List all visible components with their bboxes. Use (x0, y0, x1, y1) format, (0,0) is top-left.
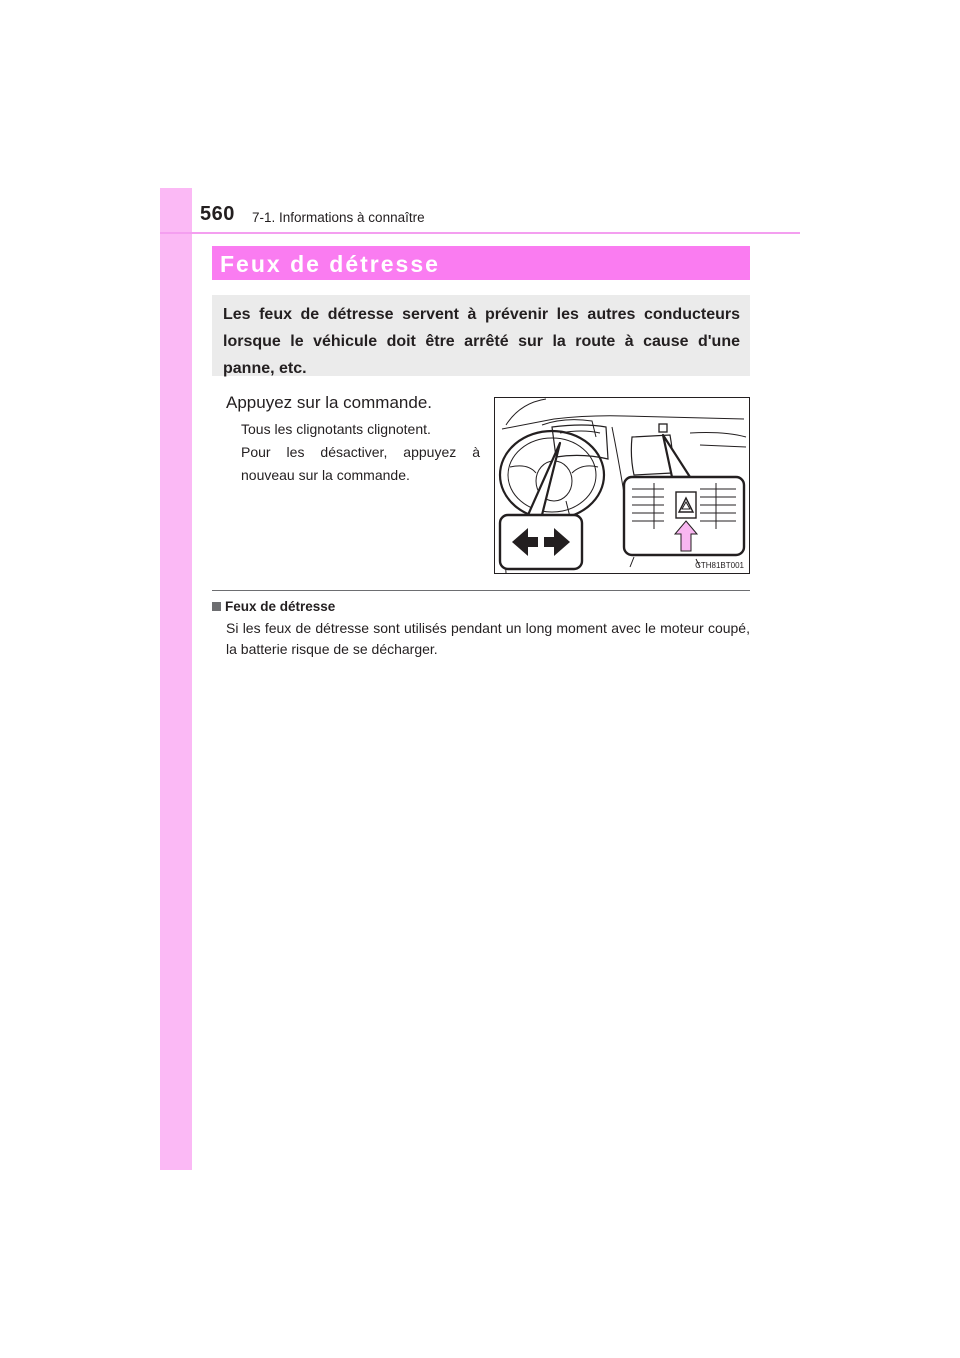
note-text: Si les feux de détresse sont utilisés pendant un long moment avec le moteur coupé, la batterie risque de se décharger. (226, 620, 750, 657)
step-detail: Pour les désactiver, appuyez à nouveau sur la commande. (241, 444, 480, 483)
note-heading-label: Feux de détresse (225, 599, 336, 614)
square-bullet-icon (212, 602, 221, 611)
side-strip (160, 188, 192, 1170)
page-number: 560 (200, 203, 235, 225)
step-details (241, 418, 480, 487)
hazard-switch-illustration (494, 397, 750, 574)
intro-box: Les feux de détresse servent à prévenir les autres conducteurs lorsque le véhicule doit être arrêté sur la route à cause d'une panne, etc. (212, 295, 750, 376)
section-title: 7-1. Informations à connaître (252, 210, 425, 225)
step-detail: Tous les clignotants clignotent. (241, 421, 431, 437)
note-heading (212, 599, 335, 614)
step-instruction: Appuyez sur la commande. (226, 393, 432, 412)
figure-code: CTH81BT001 (695, 561, 744, 570)
section-divider (212, 590, 750, 591)
page-title: Feux de détresse (212, 246, 750, 280)
header-rule (160, 232, 800, 234)
